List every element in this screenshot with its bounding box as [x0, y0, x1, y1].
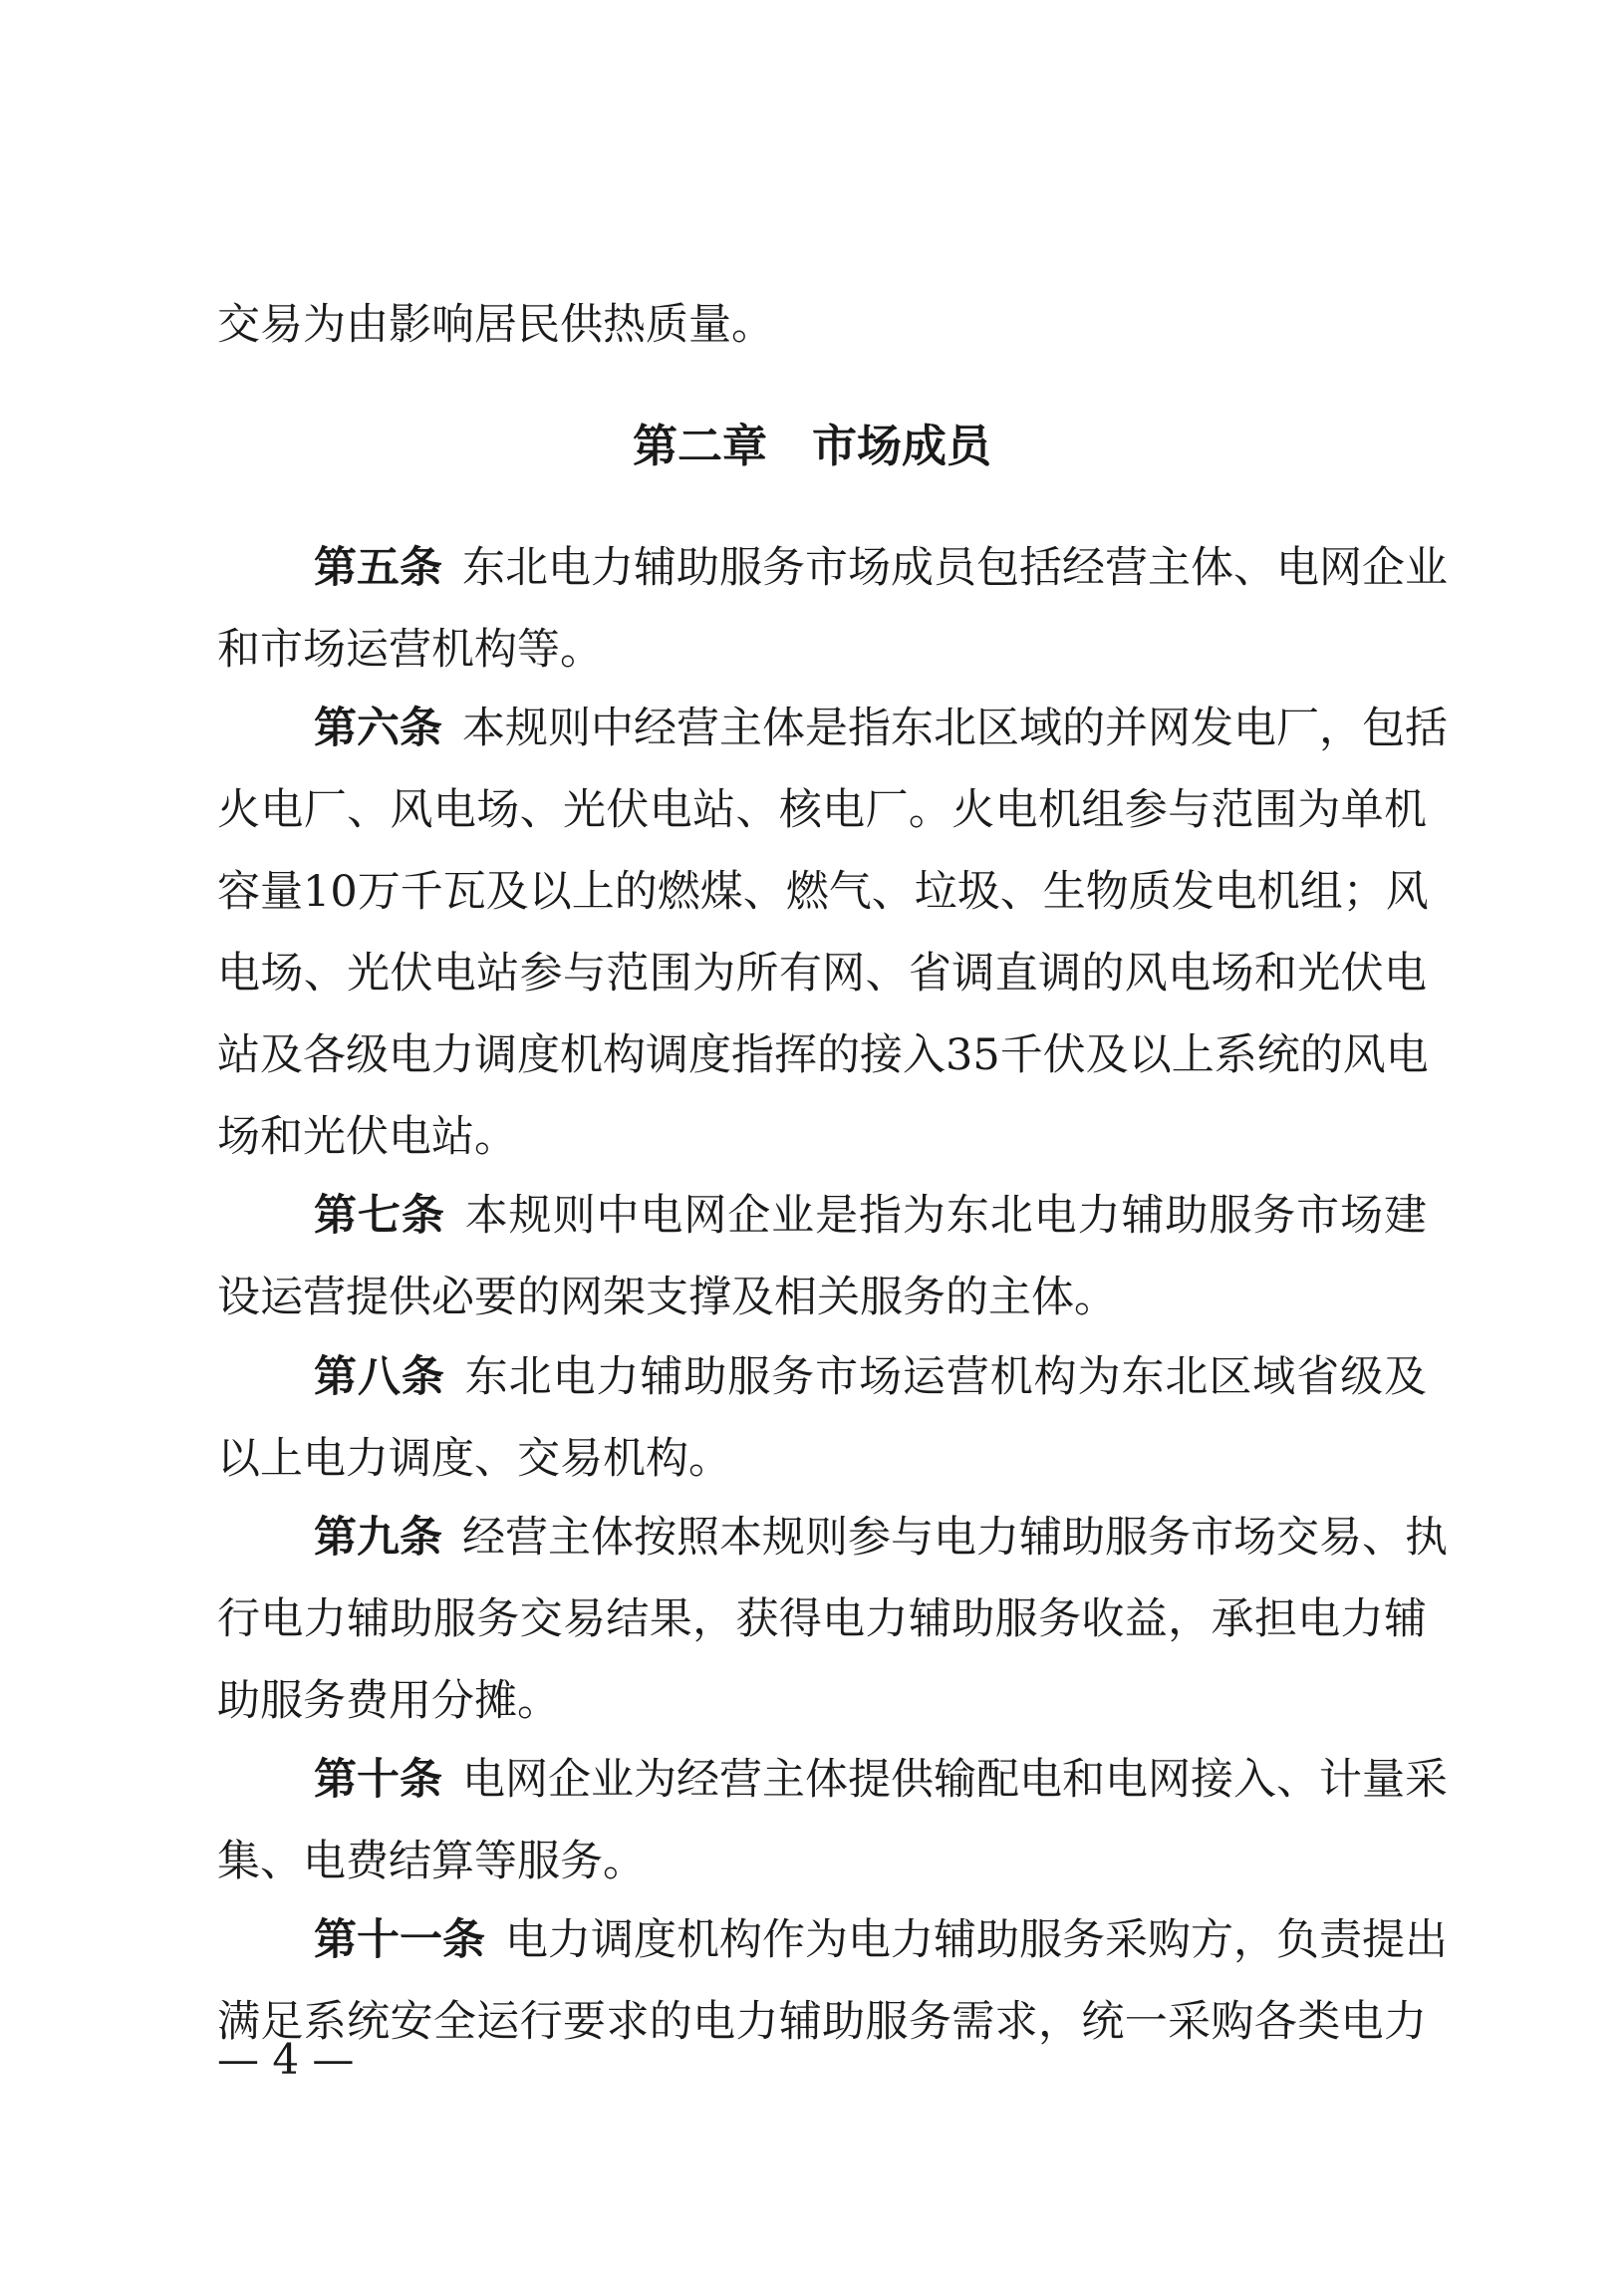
- article-6-first-line: [314, 699, 1448, 758]
- article-label: 第九条: [314, 1513, 442, 1563]
- article-text-line: 集、电费结算等服务。: [217, 1837, 646, 1886]
- article-label: 第七条: [314, 1191, 445, 1241]
- article-text-line: 电场、光伏电站参与范围为所有网、省调直调的风电场和光伏电: [217, 949, 1427, 999]
- article-8-first-line: [314, 1347, 1427, 1407]
- article-text-line: 设运营提供必要的网架支撑及相关服务的主体。: [217, 1273, 1117, 1322]
- article-text: 本规则中经营主体是指东北区域的并网发电厂，包括: [462, 704, 1448, 753]
- article-text-line: 以上电力调度、交易机构。: [217, 1434, 731, 1484]
- article-text: 经营主体按照本规则参与电力辅助服务市场交易、执: [462, 1513, 1448, 1563]
- article-text-line: 助服务费用分摊。: [217, 1676, 560, 1726]
- article-label: 第八条: [314, 1352, 445, 1402]
- article-text-line: 行电力辅助服务交易结果，获得电力辅助服务收益，承担电力辅: [217, 1594, 1427, 1644]
- article-11-first-line: [314, 1910, 1448, 1970]
- article-label: 第五条: [314, 543, 442, 593]
- article-text: 东北电力辅助服务市场成员包括经营主体、电网企业: [462, 543, 1448, 593]
- article-text: 电网企业为经营主体提供输配电和电网接入、计量采: [462, 1755, 1448, 1805]
- page-number: — 4 —: [217, 2035, 355, 2084]
- article-text: 东北电力辅助服务市场运营机构为东北区域省级及: [464, 1352, 1427, 1402]
- article-label: 第十一条: [314, 1915, 485, 1965]
- article-text: 电力调度机构作为电力辅助服务采购方，负责提出: [505, 1915, 1448, 1965]
- article-10-first-line: [314, 1750, 1448, 1810]
- article-text-line: 满足系统安全运行要求的电力辅助服务需求，统一采购各类电力: [217, 1997, 1427, 2047]
- carryover-text: 交易为由影响居民供热质量。: [217, 300, 774, 350]
- article-text-line: 火电厂、风电场、光伏电站、核电厂。火电机组参与范围为单机: [217, 785, 1427, 835]
- article-9-first-line: [314, 1508, 1448, 1568]
- chapter-title: 第二章 市场成员: [632, 420, 991, 472]
- article-text: 本规则中电网企业是指为东北电力辅助服务市场建: [464, 1191, 1427, 1241]
- article-text-line: 容量10万千瓦及以上的燃煤、燃气、垃圾、生物质发电机组；风: [217, 867, 1429, 917]
- article-label: 第十条: [314, 1755, 442, 1805]
- article-text-line: 和市场运营机构等。: [217, 625, 603, 675]
- article-7-first-line: [314, 1186, 1427, 1246]
- article-5-first-line: [314, 538, 1448, 598]
- article-text-line: 场和光伏电站。: [217, 1112, 517, 1162]
- article-text-line: 站及各级电力调度机构调度指挥的接入35千伏及以上系统的风电: [217, 1030, 1429, 1080]
- article-label: 第六条: [314, 704, 442, 753]
